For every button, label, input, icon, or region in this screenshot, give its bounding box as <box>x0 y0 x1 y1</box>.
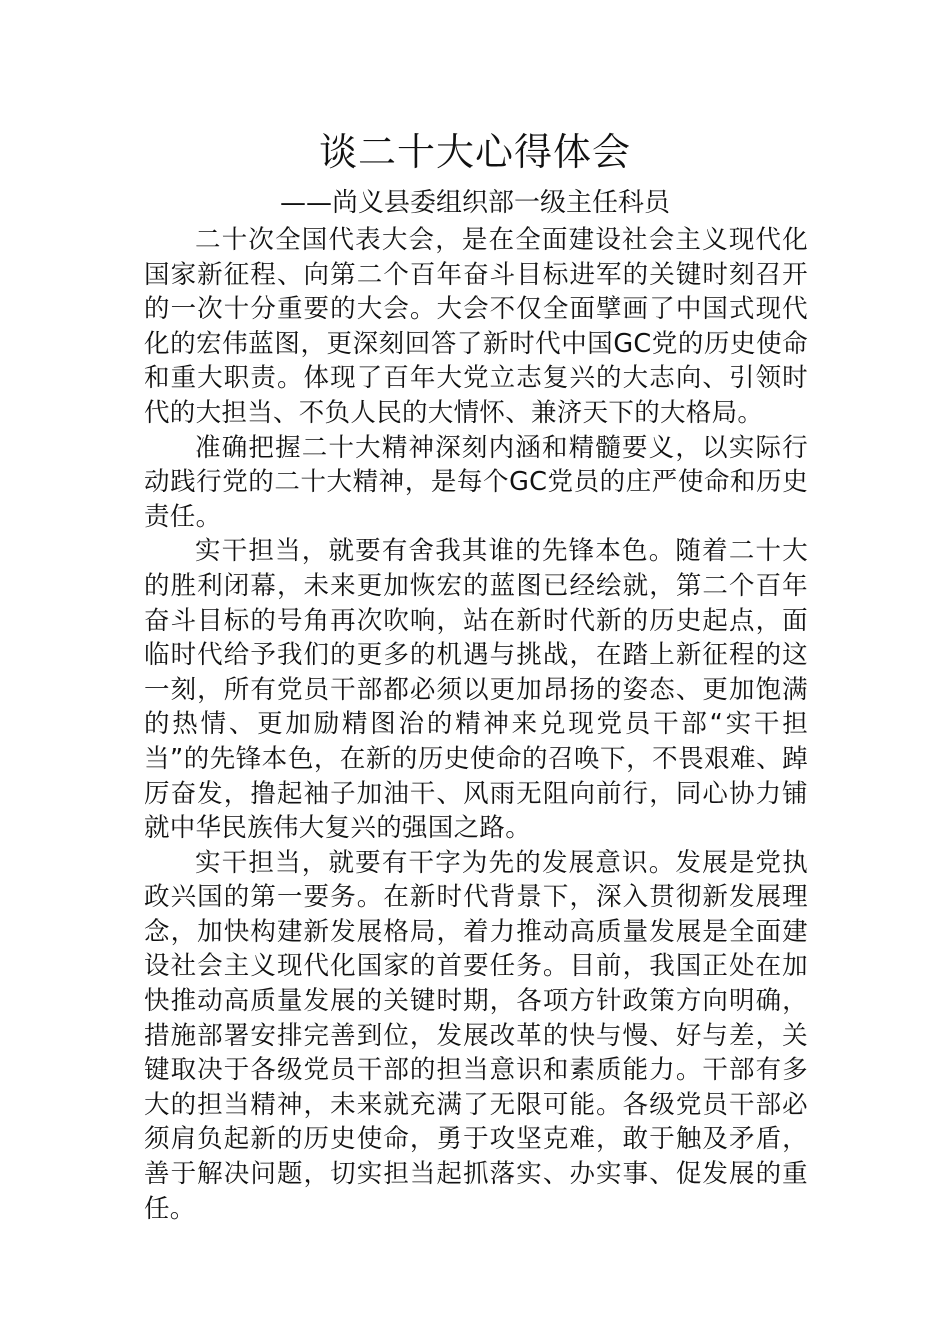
document-subtitle: ——尚义县委组织部一级主任科员 <box>279 188 670 218</box>
paragraph: 实干担当，就要有舍我其谁的先锋本色。随着二十大的胜利闭幕，未来更加恢宏的蓝图已经绘就，第二个百年奋斗目标的号角再次吹响，站在新时代新的历史起点，面临时代给予我们的更多的机遇与挑战，在踏上新征程的这一刻，所有党员干部都必须以更加昂扬的姿态、更加饱满的热情、更加励精图治的精神来兑现党员干部“实干担当”的先锋本色，在新的历史使命的召唤下，不畏艰难、踔厉奋发，撸起袖子加油干、风雨无阻向前行，同心协力铺就中华民族伟大复兴的强国之路。 <box>144 536 808 844</box>
paragraph: 准确把握二十大精神深刻内涵和精髓要义，以实际行动践行党的二十大精神，是每个GC党员的庄严使命和历史责任。 <box>144 432 808 532</box>
document-body <box>144 223 808 1226</box>
paragraph: 实干担当，就要有干字为先的发展意识。发展是党执政兴国的第一要务。在新时代背景下，深入贯彻新发展理念，加快构建新发展格局，着力推动高质量发展是全面建设社会主义现代化国家的首要任务。目前，我国正处在加快推动高质量发展的关键时期，各项方针政策方向明确，措施部署安排完善到位，发展改革的快与慢、好与差，关键取决于各级党员干部的担当意识和素质能力。干部有多大的担当精神，未来就充满了无限可能。各级党员干部必须肩负起新的历史使命，勇于攻坚克难，敢于触及矛盾，善于解决问题，切实担当起抓落实、办实事、促发展的重任。 <box>144 847 808 1224</box>
paragraph: 二十次全国代表大会，是在全面建设社会主义现代化国家新征程、向第二个百年奋斗目标进军的关键时刻召开的一次十分重要的大会。大会不仅全面擘画了中国式现代化的宏伟蓝图，更深刻回答了新时代中国GC党的历史使命和重大职责。体现了百年大党立志复兴的大志向、引领时代的大担当、不负人民的大情怀、兼济天下的大格局。 <box>144 225 808 428</box>
document-title: 谈二十大心得体会 <box>318 130 631 174</box>
